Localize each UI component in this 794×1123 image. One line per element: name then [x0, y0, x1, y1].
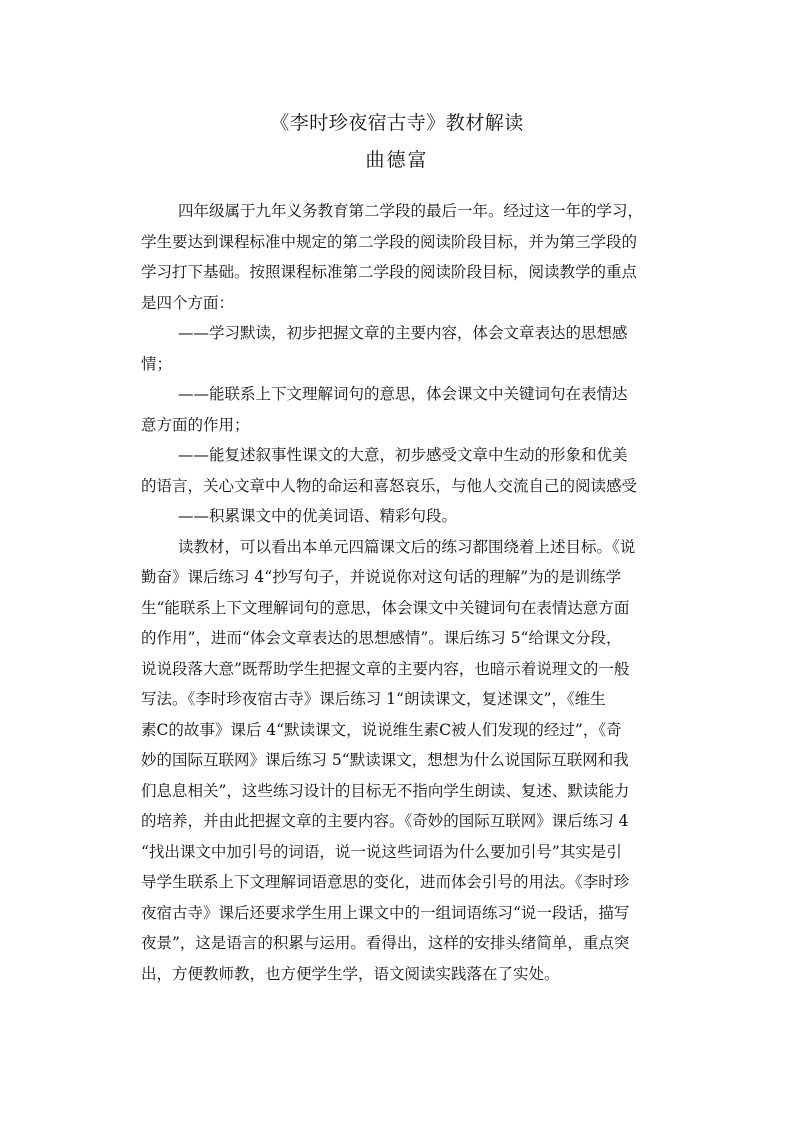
paragraph-goal-4 [141, 501, 661, 532]
text-line: 学生要达到课程标准中规定的第二学段的阅读阶段目标，并为第三学段的 [141, 232, 638, 251]
text-line: ——学习默读，初步把握文章的主要内容，体会文章表达的思想感 [178, 324, 628, 342]
paragraph-goal-1 [141, 318, 661, 379]
text-line: 四年级属于九年义务教育第二学段的最后一年。经过这一年的学习， [178, 202, 644, 220]
paragraph-goal-2 [141, 379, 661, 440]
text-line: 写法。《李时珍夜宿古寺》课后练习 1“朗读课文，复述课文”，《维生 [141, 690, 606, 708]
document-author: 曲德富 [365, 149, 429, 171]
text-line: 是四个方面： [141, 293, 235, 312]
text-line: ——能复述叙事性课文的大意，初步感受文章中生动的形象和优美 [178, 446, 628, 464]
text-line: 的作用”，进而“体会文章表达的思想感情”。课后练习 5“给课文分段， [141, 629, 622, 647]
paragraph-analysis [141, 532, 661, 990]
text-line: 意方面的作用； [141, 415, 250, 434]
text-line: “找出课文中加引号的词语，说一说这些词语为什么要加引号”其实是引 [141, 842, 622, 861]
text-line: 学习打下基础。按照课程标准第二学段的阅读阶段目标，阅读教学的重点 [141, 263, 638, 281]
text-line: 读教材，可以看出本单元四篇课文后的练习都围绕着上述目标。《说 [178, 537, 636, 556]
document-body [141, 196, 661, 989]
text-line: 妙的国际互联网》课后练习 5“默读课文，想想为什么说国际互联网和我 [141, 751, 629, 769]
text-line: 说说段落大意”既帮助学生把握文章的主要内容，也暗示着说理文的一般 [141, 659, 630, 678]
text-line: 的语言，关心文章中人物的命运和喜怒哀乐，与他人交流自己的阅读感受 [141, 476, 638, 495]
paragraph-intro [141, 196, 661, 318]
text-line: ——积累课文中的优美词语、精彩句段。 [178, 507, 458, 525]
text-line: 的培养，并由此把握文章的主要内容。《奇妙的国际互联网》课后练习 4 [141, 812, 629, 830]
text-line: 情； [141, 354, 173, 373]
document-title: 《李时珍夜宿古寺》教材解读 [270, 112, 524, 134]
text-line: 勤奋》课后练习 4“抄写句子，并说说你对这句话的理解”为的是训练学 [141, 568, 622, 586]
text-line: 夜景”，这是语言的积累与运用。看得出，这样的安排头绪简单，重点突 [141, 934, 630, 952]
text-line: 出，方便教师教，也方便学生学，语文阅读实践落在了实处。 [141, 964, 560, 983]
text-line: 夜宿古寺》课后还要求学生用上课文中的一组词语练习“说一段话，描写 [141, 903, 630, 922]
text-line: 导学生联系上下文理解词语意思的变化，进而体会引号的用法。《李时珍 [141, 873, 630, 891]
paragraph-goal-3 [141, 440, 661, 501]
text-line: ——能联系上下文理解词句的意思，体会课文中关键词句在表情达 [178, 385, 628, 403]
text-line: 生“能联系上下文理解词句的意思，体会课文中关键词句在表情达意方面 [141, 598, 630, 617]
text-line: 们息息相关”，这些练习设计的目标无不指向学生朗读、复述、默读能力 [141, 781, 630, 800]
text-line: 素C的故事》课后 4“默读课文，说说维生素C被人们发现的经过”，《奇 [141, 720, 622, 739]
